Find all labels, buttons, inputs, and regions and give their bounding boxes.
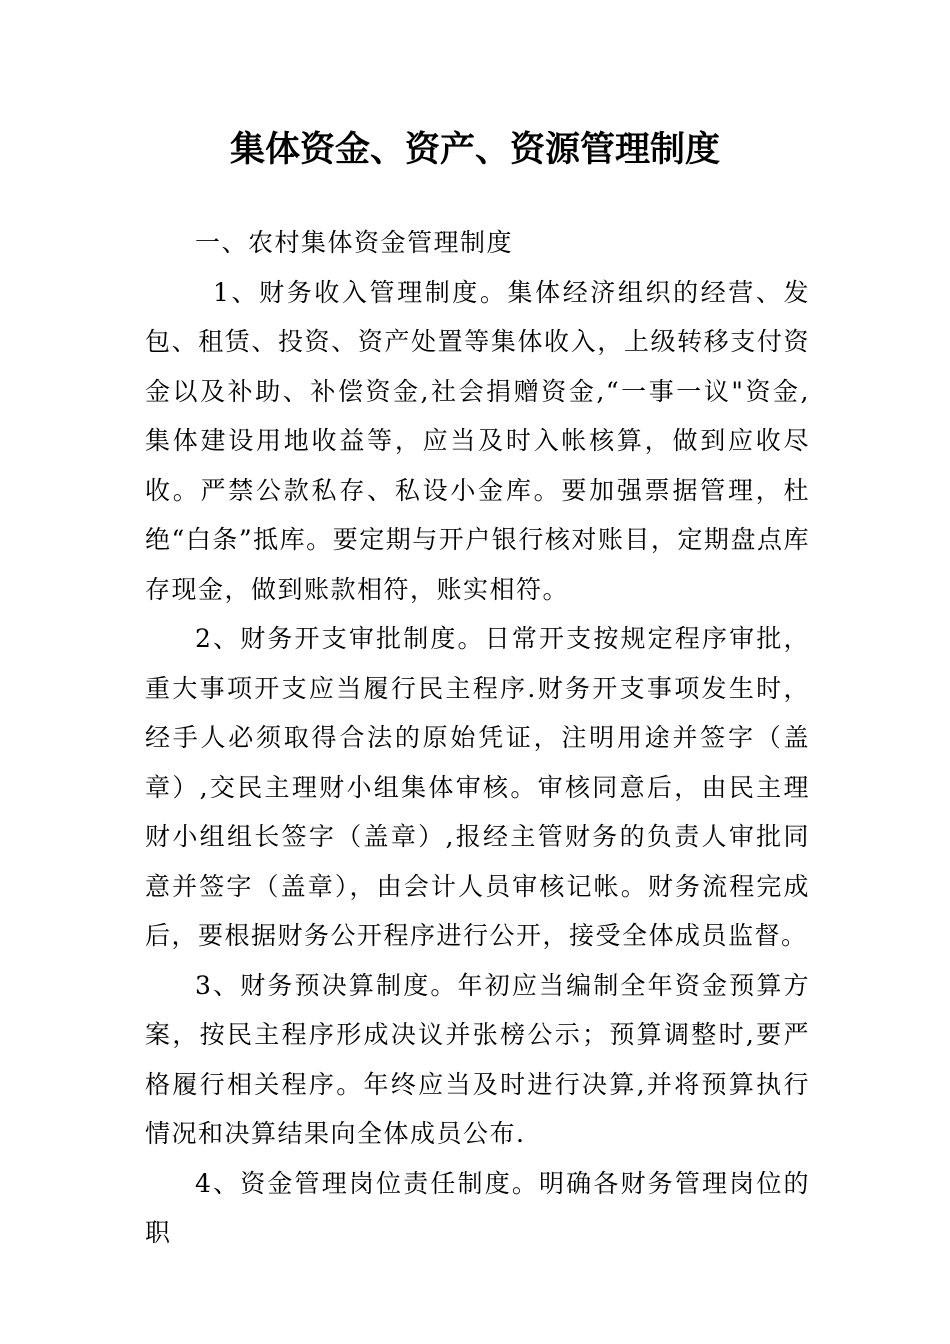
paragraph-1: 1、财务收入管理制度。集体经济组织的经营、发包、租赁、投资、资产处置等集体收入，上级转移支付资金以及补助、补偿资金,社会捐赠资金,“一事一议"资金,集体建设用地收益等，应当及时入帐核算，做到应收尽收。严禁公款私存、私设小金库。要加强票据管理，杜绝“白条”抵库。要定期与开户银行核对账目，定期盘点库存现金，做到账款相符，账实相符。 [145,277,810,604]
document-title: 集体资金、资产、资源管理制度 [229,130,720,170]
paragraph-4: 4、资金管理岗位责任制度。明确各财务管理岗位的职 [145,1168,810,1247]
paragraph-3: 3、财务预决算制度。年初应当编制全年资金预算方案，按民主程序形成决议并张榜公示；预算调整时,要严格履行相关程序。年终应当及时进行决算,并将预算执行情况和决算结果向全体成员公布. [145,970,810,1148]
document-body [145,218,810,1258]
paragraph-2: 2、财务开支审批制度。日常开支按规定程序审批，重大事项开支应当履行民主程序.财务开支事项发生时，经手人必须取得合法的原始凭证，注明用途并签字（盖章）,交民主理财小组集体审核。审核同意后，由民主理财小组组长签字（盖章）,报经主管财务的负责人审批同意并签字（盖章），由会计人员审核记帐。财务流程完成后，要根据财务公开程序进行公开，接受全体成员监督。 [145,624,810,950]
section-heading: 一、农村集体资金管理制度 [195,228,514,257]
